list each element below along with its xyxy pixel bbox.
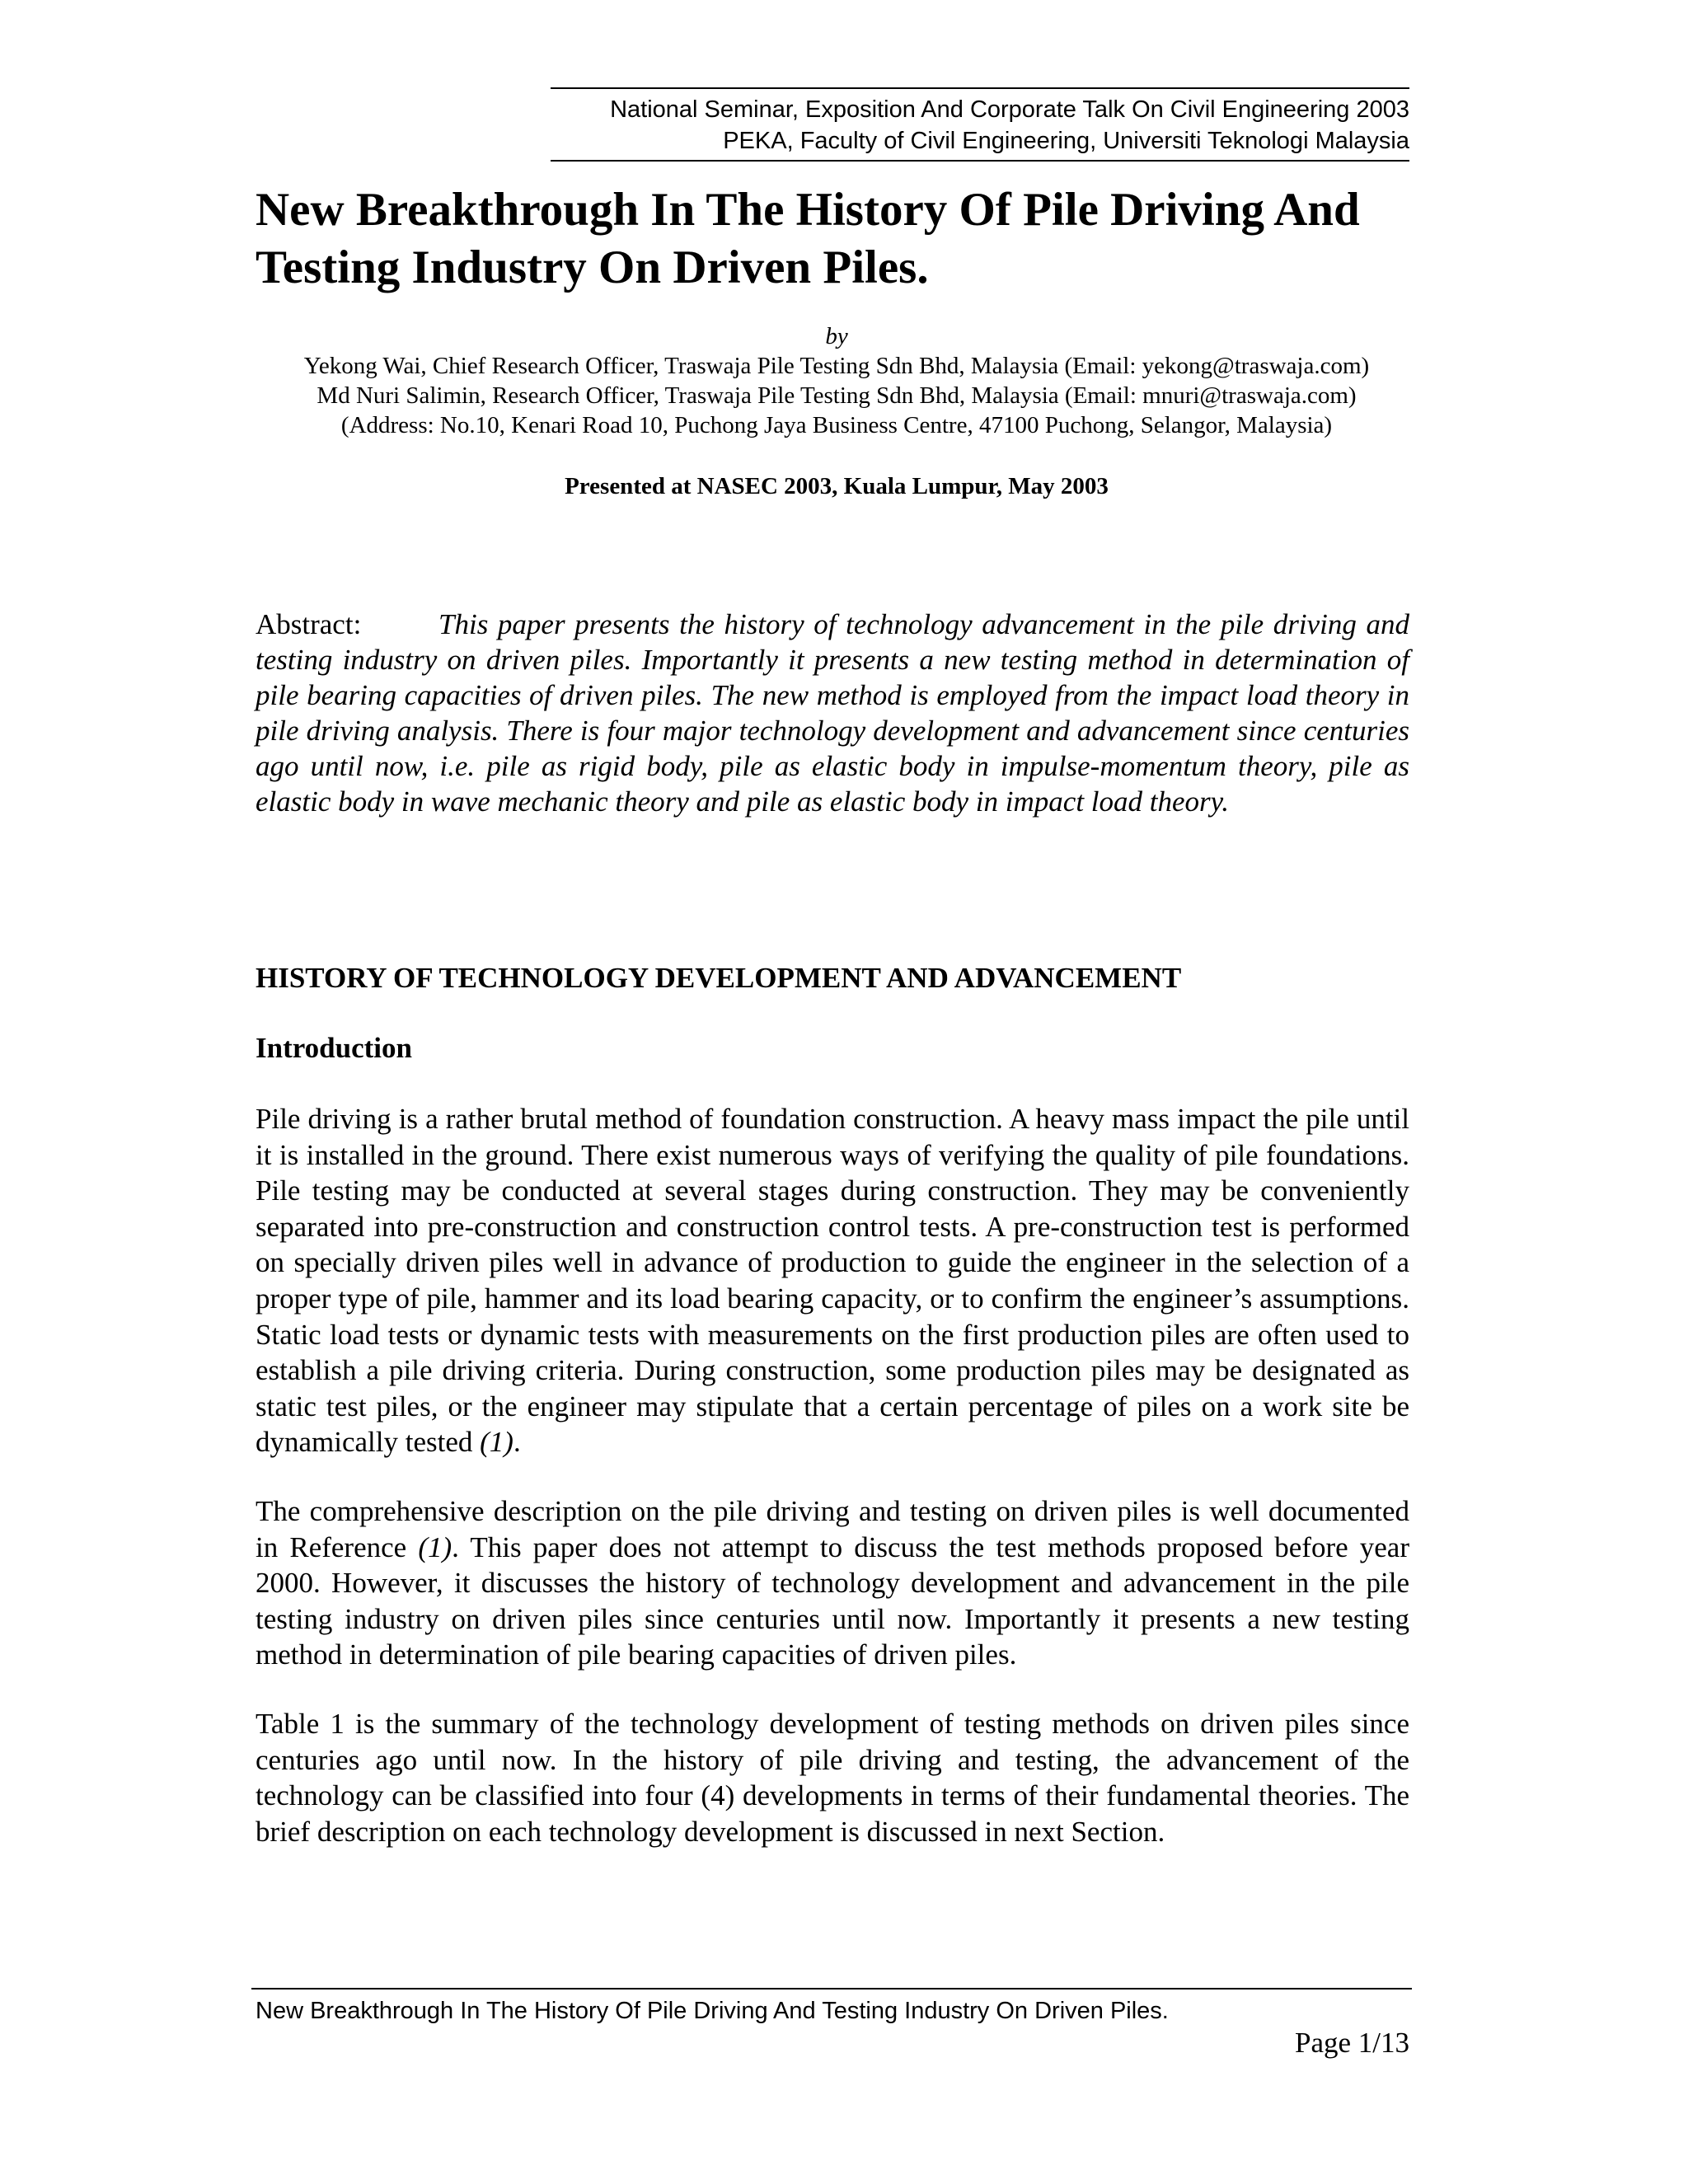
author-block xyxy=(165,321,1508,440)
paragraph-2-rest: . This paper does not attempt to discuss the test methods proposed before year 2000. However, it discusses the history of technology development and advancement in the pile testing industry on driven piles since centuries until now. Importantly it presents a new testing method in determination of pile bearing capacities of driven piles. xyxy=(256,1530,1409,1671)
header-line-2: PEKA, Faculty of Civil Engineering, Universiti Teknologi Malaysia xyxy=(723,128,1409,154)
page-number: Page 1/13 xyxy=(1294,2027,1409,2059)
author-1: Yekong Wai, Chief Research Officer, Traswaja Pile Testing Sdn Bhd, Malaysia (Email: yekong@traswaja.com) xyxy=(303,353,1370,379)
paragraph-1-text: Pile driving is a rather brutal method of foundation construction. A heavy mass impact the pile until it is installed in the ground. There exist numerous ways of verifying the quality of pile foundations. Pile testing may be conducted at several stages during construction. They may be conveniently separated into pre-construction and construction control tests. A pre-construction test is performed on specially driven piles well in advance of production to guide the engineer in the selection of a proper type of pile, hammer and its load bearing capacity, or to confirm the engineer’s assumptions. Static load tests or dynamic tests with measurements on the first production piles are often used to establish a pile driving criteria. During construction, some production piles may be designated as static test piles, or the engineer may stipulate that a certain percentage of piles on a work site be dynamically tested xyxy=(256,1103,1409,1459)
paragraph-1 xyxy=(256,1101,1409,1460)
title-line-2: Testing Industry On Driven Piles. xyxy=(256,241,929,293)
abstract-label: Abstract: xyxy=(256,608,362,640)
paragraph-3: Table 1 is the summary of the technology development of testing methods on driven piles since centuries ago until now. In the history of pile driving and testing, the advancement of the technology can be classified into four (4) developments in terms of their fundamental theories. The brief description on each technology development is discussed in next Section. xyxy=(256,1708,1409,1848)
paragraph-1-end: . xyxy=(513,1426,521,1459)
subsection-heading: Introduction xyxy=(256,1032,412,1064)
header-line-1: National Seminar, Exposition And Corporate Talk On Civil Engineering 2003 xyxy=(610,96,1409,123)
paragraph-2-start: The comprehensive description on the pile driving and testing on driven piles is well documented in Reference xyxy=(256,1495,1409,1563)
running-footer: New Breakthrough In The History Of Pile Driving And Testing Industry On Driven Piles. xyxy=(256,1998,1169,2024)
author-address: (Address: No.10, Kenari Road 10, Puchong Jaya Business Centre, 47100 Puchong, Selangor, Malaysia) xyxy=(340,412,1333,438)
reference-citation: (1) xyxy=(418,1530,452,1563)
footer-divider xyxy=(251,1988,1412,1990)
title-line-1: New Breakthrough In The History Of Pile Driving And xyxy=(256,184,1360,236)
presented-at: Presented at NASEC 2003, Kuala Lumpur, May 2003 xyxy=(565,473,1109,499)
abstract xyxy=(256,607,1409,819)
abstract-text: This paper presents the history of technology advancement in the pile driving and testing industry on driven piles. Importantly it presents a new testing method in determination of pile bearing capacities of driven piles. The new method is employed from the impact load theory in pile driving analysis. There is four major technology development and advancement since centuries ago until now, i.e. pile as rigid body, pile as elastic body in impulse-momentum theory, pile as elastic body in wave mechanic theory and pile as elastic body in impact load theory. xyxy=(256,608,1409,818)
running-header xyxy=(551,87,1409,162)
reference-citation: (1) xyxy=(480,1426,513,1459)
paper-title xyxy=(256,181,1426,297)
author-2: Md Nuri Salimin, Research Officer, Traswaja Pile Testing Sdn Bhd, Malaysia (Email: mnuri@traswaja.com) xyxy=(316,382,1357,409)
by-label: by xyxy=(825,323,848,349)
section-heading: HISTORY OF TECHNOLOGY DEVELOPMENT AND ADVANCEMENT xyxy=(256,962,1182,994)
paragraph-2 xyxy=(256,1493,1409,1673)
